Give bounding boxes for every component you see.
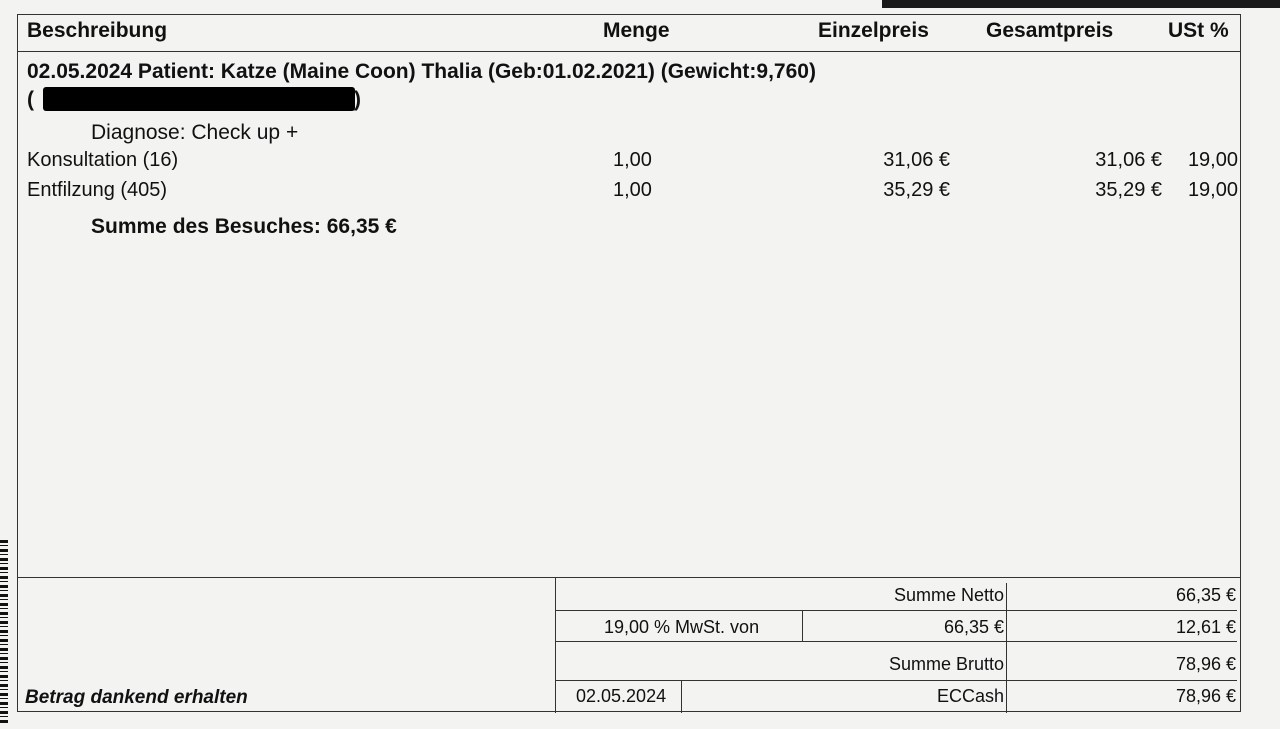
patient-line: 02.05.2024 Patient: Katze (Maine Coon) Thalia (Geb:01.02.2021) (Gewicht:9,760) bbox=[27, 60, 816, 83]
item-unit-price: 35,29 € bbox=[883, 179, 950, 201]
received-note: Betrag dankend erhalten bbox=[25, 687, 248, 708]
top-edge-bar bbox=[882, 0, 1280, 8]
header-vat: USt % bbox=[1168, 19, 1229, 42]
divider bbox=[802, 610, 803, 641]
invoice-table bbox=[17, 14, 1241, 712]
net-label: Summe Netto bbox=[893, 585, 1004, 605]
net-value: 66,35 € bbox=[1175, 585, 1236, 605]
item-vat: 19,00 bbox=[1187, 149, 1238, 171]
header-unit-price: Einzelpreis bbox=[818, 19, 929, 42]
item-quantity: 1,00 bbox=[613, 179, 652, 201]
divider bbox=[555, 641, 1237, 642]
table-row bbox=[18, 149, 1240, 177]
header-description: Beschreibung bbox=[27, 19, 168, 42]
gross-label: Summe Brutto bbox=[888, 654, 1004, 674]
table-header-row bbox=[18, 15, 1240, 52]
visit-sum: Summe des Besuches: 66,35 € bbox=[91, 215, 397, 238]
item-unit-price: 31,06 € bbox=[883, 149, 950, 171]
item-quantity: 1,00 bbox=[613, 149, 652, 171]
item-total-price: 31,06 € bbox=[1095, 149, 1162, 171]
item-vat: 19,00 bbox=[1187, 179, 1238, 201]
redaction-bar bbox=[43, 87, 355, 111]
margin-barcode bbox=[0, 540, 8, 725]
header-total-price: Gesamtpreis bbox=[986, 19, 1114, 42]
item-description: Entfilzung (405) bbox=[27, 179, 168, 201]
vat-value: 12,61 € bbox=[1175, 617, 1236, 637]
redacted-paren-open: ( bbox=[27, 88, 34, 111]
divider bbox=[1006, 583, 1007, 713]
gross-value: 78,96 € bbox=[1175, 654, 1236, 674]
redacted-paren-close: ) bbox=[354, 88, 361, 111]
divider bbox=[555, 578, 556, 713]
vat-rate-label: 19,00 % MwSt. von bbox=[604, 617, 760, 637]
payment-date: 02.05.2024 bbox=[576, 686, 667, 706]
divider bbox=[555, 680, 1237, 681]
diagnosis-text: Diagnose: Check up + bbox=[91, 121, 299, 144]
divider bbox=[681, 680, 682, 713]
totals-section bbox=[18, 577, 1240, 713]
item-description: Konsultation (16) bbox=[27, 149, 179, 171]
payment-method: ECCash bbox=[936, 686, 1004, 706]
payment-value: 78,96 € bbox=[1175, 686, 1236, 706]
header-quantity: Menge bbox=[603, 19, 670, 42]
table-row bbox=[18, 179, 1240, 207]
item-total-price: 35,29 € bbox=[1095, 179, 1162, 201]
divider bbox=[555, 610, 1237, 611]
vat-base: 66,35 € bbox=[943, 617, 1004, 637]
